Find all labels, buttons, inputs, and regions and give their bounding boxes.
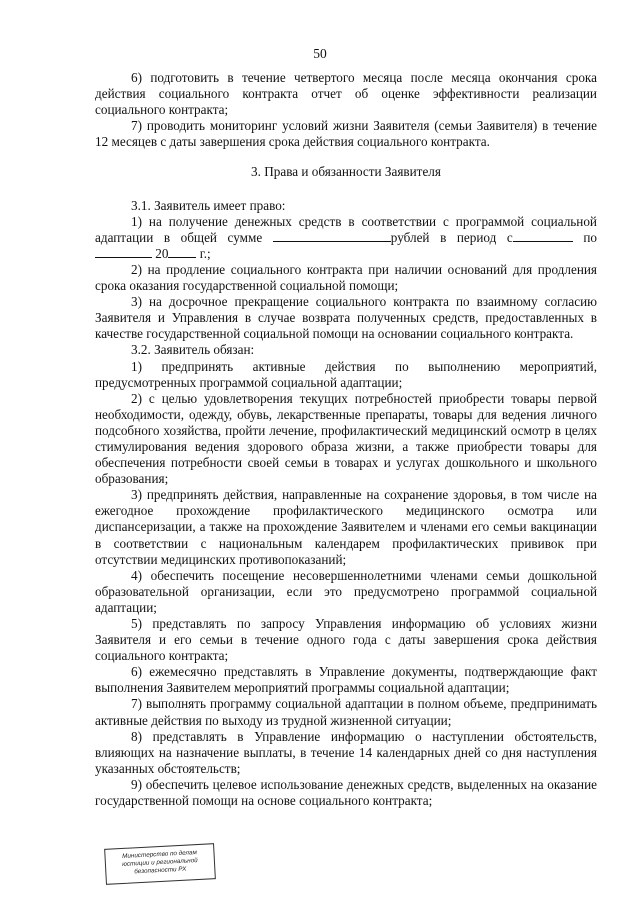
amount-blank — [273, 230, 391, 242]
period-end-day-blank — [95, 246, 152, 258]
stamp-line-2: юстиции и региональной — [121, 857, 198, 868]
period-start-blank — [513, 230, 573, 242]
duty-4: 4) обеспечить посещение несовершеннолетними членами семьи дошкольной образовательной организации, если это предусмотрено программой социальной адаптации; — [95, 567, 597, 615]
period-end-year-blank — [168, 246, 196, 258]
duty-5: 5) представлять по запросу Управления информацию об условиях жизни Заявителя и его семьи в течение одного года с даты завершения срока действия социального контракта; — [95, 616, 597, 664]
right-1-text-b: рублей в период с — [390, 229, 513, 245]
paragraph-item-6: 6) подготовить в течение четвертого месяца после месяца окончания срока действия социального контракта отчет об оценке эффективности реализации социального контракта; — [95, 70, 597, 118]
duty-6: 6) ежемесячно представлять в Управление документы, подтверждающие факт выполнения Заявителем мероприятий программы социальной адаптации; — [95, 664, 597, 696]
subsection-3-1-title: 3.1. Заявитель имеет право: — [131, 197, 286, 213]
right-1-text-a: 1) на получение денежных средств в соответствии с программой социальной адаптации в общей сумме — [95, 213, 597, 245]
duty-7: 7) выполнять программу социальной адаптации в полном объеме, предпринимать активные действия по выходу из трудной жизненной ситуации; — [95, 696, 597, 728]
ministry-stamp — [104, 843, 216, 885]
section-heading: 3. Права и обязанности Заявителя — [251, 164, 441, 180]
right-1-text-d: 20 — [155, 245, 169, 261]
duty-3: 3) предпринять действия, направленные на сохранение здоровья, в том числе на ежегодное прохождение профилактического медицинского осмотра или диспансеризации, а также на прохождение Заявителем и членами его семьи вакцинации в соответствии с национальным календарем профилактических прививок при отсутствии медицинских противопоказаний; — [95, 487, 597, 567]
subsection-3-2-title: 3.2. Заявитель обязан: — [131, 342, 255, 358]
right-1-text-c: по — [583, 229, 598, 245]
right-2-extension: 2) на продление социального контракта при наличии оснований для продления срока оказания государственной социальной помощи; — [95, 261, 597, 294]
stamp-line-1: Министерство по делам — [121, 849, 198, 860]
right-1-text-e: г.; — [199, 245, 211, 261]
paragraph-item-7: 7) проводить мониторинг условий жизни Заявителя (семьи Заявителя) в течение 12 месяцев с даты завершения срока действия социального контракта. — [95, 118, 597, 150]
duty-9: 9) обеспечить целевое использование денежных средств, выделенных на оказание государственной помощи на основе социального контракта; — [95, 776, 597, 809]
stamp-line-3: безопасности РХ — [134, 865, 187, 876]
document-body — [95, 70, 597, 809]
right-1-money — [95, 214, 597, 262]
duty-1: 1) предпринять активные действия по выполнению мероприятий, предусмотренных программой социальной адаптации; — [95, 358, 597, 390]
page-number: 50 — [313, 46, 327, 61]
duty-8: 8) представлять в Управление информацию о наступлении обстоятельств, влияющих на назначение выплаты, в течение 14 календарных дней со дня наступления указанных обстоятельств; — [95, 728, 597, 776]
right-3-early-termination: 3) на досрочное прекращение социального контракта по взаимному согласию Заявителя и Управления в случае возврата полученных средств, предоставленных в качестве государственной социальной помощи на основании социального контракта. — [95, 294, 597, 342]
duty-2: 2) с целью удовлетворения текущих потребностей приобрести товары первой необходимости, одежду, обувь, лекарственные препараты, товары для ведения личного подсобного хозяйства, пройти лечение, профилактический медицинский осмотр в целях стимулирования ведения здорового образа жизни, а также приобрести товары для обеспечения потребности своей семьи в товарах и услугах дошкольного и школьного образования; — [95, 390, 597, 487]
